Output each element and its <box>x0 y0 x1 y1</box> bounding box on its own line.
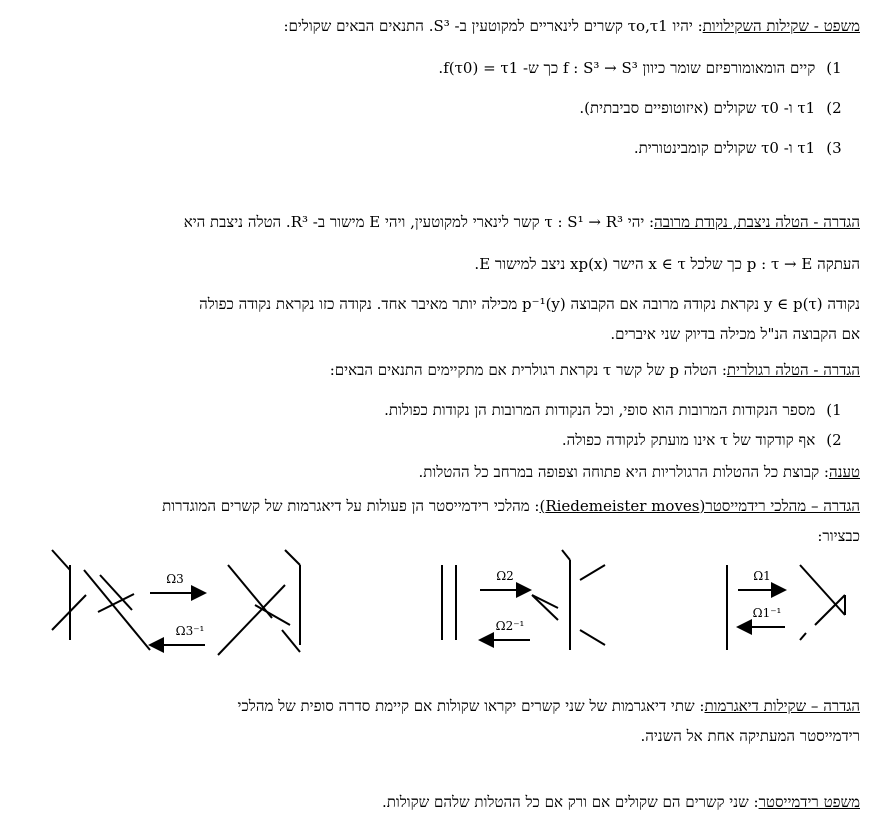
definition-moves-line2: כבציור: <box>817 527 860 545</box>
list-item: 2) τ1 ו- τ0 שקולים (איזוטופיים סביבתית). <box>579 99 842 117</box>
omega1-inverse-label: Ω1⁻¹ <box>752 606 782 620</box>
list-item: 1) קיים הומאומורפיזם שומר כיוון f : S³ → S³ כך ש- f(τ0) = τ1. <box>438 59 842 77</box>
omega2-label: Ω2 <box>496 569 514 583</box>
definition-projection: הגדרה - הטלה ניצבת, נקודת מרובה: יהי τ : S¹ → R³ קשר לינארי למקוטעין, ויהי E מישור ב- R³. הטלה ניצבת היא <box>183 213 860 231</box>
omega2-left-diagram <box>442 565 456 640</box>
definition-projection-line3: נקודה y ∈ p(τ) נקראת נקודה מרובה אם הקבוצה p⁻¹(y) מכילה יותר מאיבר אחד. נקודה כזו נקראת נקודה כפולה <box>199 295 860 313</box>
omega3-label: Ω3 <box>166 572 184 586</box>
definition-regular: הגדרה - הטלה רגולרית: הטלה p של קשר τ נקראת רגולרית אם מתקיימים התנאים הבאים: <box>329 361 860 379</box>
list-item: 1) מספר הנקודות המרובות הוא סופי, וכל הנקודות המרובות הן נקודות כפולות. <box>384 401 842 419</box>
omega1-right-diagram <box>800 565 845 640</box>
theorem-intro: יהיו τo,τ1 קשרים לינאריים למקוטעין ב- S³. התנאים הבאים שקולים: <box>283 17 693 35</box>
definition-moves: הגדרה – מהלכי רידמייסטר(Riedemeister moves): מהלכי רידמייסטר הן פעולות על דיאגרמות של קשרים המוגדרות <box>162 497 860 515</box>
omega1-label: Ω1 <box>753 569 771 583</box>
omega2-inverse-label: Ω2⁻¹ <box>495 619 525 633</box>
definition-title: הגדרה – מהלכי רידמייסטר(Riedemeister moves) <box>539 497 860 515</box>
theorem-reidemeister: משפט רידמייסטר: שני קשרים הם שקולים אם ורק אם כל ההטלות שלהם שקולות. <box>382 793 860 811</box>
omega2-right-diagram <box>532 550 605 650</box>
theorem-title: משפט - שקילות השקילויות <box>702 17 860 35</box>
theorem-equivalence: משפט - שקילות השקילויות: יהיו τo,τ1 קשרים לינאריים למקוטעין ב- S³. התנאים הבאים שקולים: <box>283 17 860 35</box>
omega3-right-diagram <box>218 550 300 655</box>
definition-title: הגדרה – שקילות דיאגרמות <box>704 697 860 715</box>
claim-title: טענה <box>828 463 860 481</box>
omega3-left-diagram <box>52 550 150 650</box>
definition-diagram-equivalence: הגדרה – שקילות דיאגרמות: שתי דיאגרמות של שני קשרים יקראו שקולות אם קיימת סדרה סופית של מהלכי <box>237 697 860 715</box>
definition-title: הגדרה - הטלה רגולרית <box>726 361 860 379</box>
list-item: 3) τ1 ו- τ0 שקולים קומבינטורית. <box>633 139 842 157</box>
list-item: 2) אף קודקוד של τ אינו מועתק לנקודה כפולה. <box>561 431 842 449</box>
omega3-inverse-label: Ω3⁻¹ <box>175 624 205 638</box>
theorem-title: משפט רידמייסטר <box>758 793 860 811</box>
definition-diagram-equivalence-line2: רידמייסטר המעתיקה אחת אל השניה. <box>640 727 860 745</box>
definition-projection-line4: אם הקבוצה הנ"ל מכילה בדיוק שני איברים. <box>610 325 860 343</box>
definition-title: הגדרה - הטלה ניצבת, נקודת מרובה <box>654 213 860 231</box>
claim: טענה: קבוצת כל ההטלות הרגולריות היא פתוחה וצפופה במרחב כל ההטלות. <box>418 463 860 481</box>
definition-projection-line2: העתקה p : τ → E כך שלכל x ∈ τ הישר xp(x) ניצב למישור E. <box>474 255 860 273</box>
